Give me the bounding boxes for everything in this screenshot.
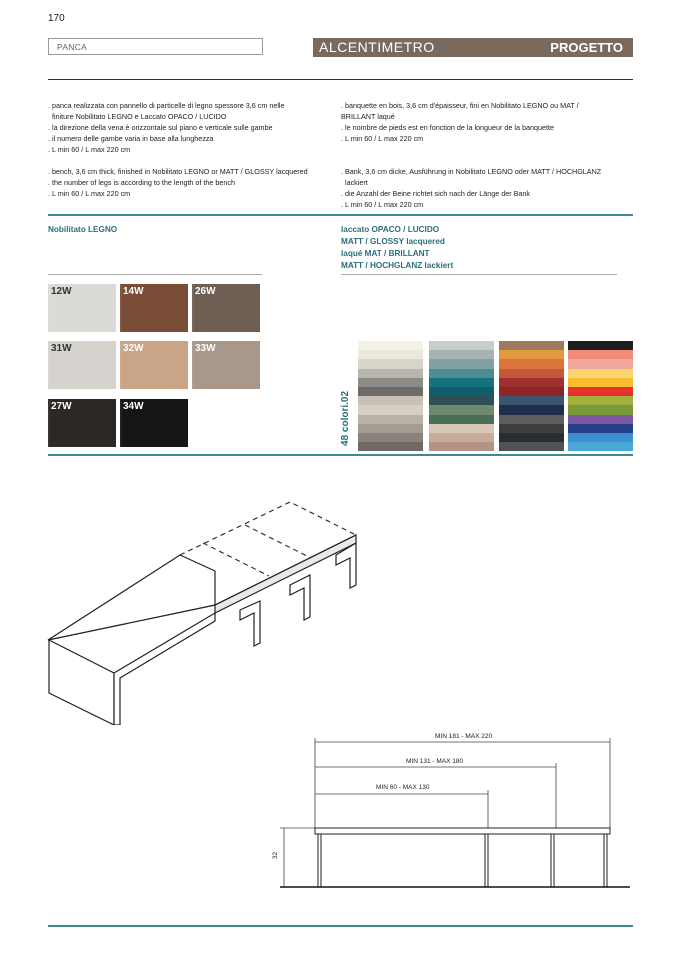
color-chip <box>358 359 423 368</box>
color-chip <box>499 396 564 405</box>
color-chip <box>568 369 633 378</box>
description-fr <box>341 100 631 144</box>
color-chip <box>358 424 423 433</box>
color-chip <box>568 350 633 359</box>
color-chip <box>358 415 423 424</box>
color-chip <box>429 341 494 350</box>
color-chip <box>568 405 633 414</box>
color-chip <box>568 341 633 350</box>
desc-fr-line: . le nombre de pieds est en fonction de la longueur de la banquette <box>341 123 554 132</box>
dimension-height: 32 <box>272 851 280 860</box>
desc-fr-line: . L min 60 / L max 220 cm <box>341 134 424 143</box>
color-chip <box>429 396 494 405</box>
swatch-code: 26W <box>195 286 216 297</box>
wood-swatch <box>48 284 116 332</box>
color-chip <box>429 442 494 451</box>
bench-dimension-drawing <box>270 730 640 895</box>
dimension-max-220: MIN 181 - MAX 220 <box>435 733 493 740</box>
wood-finish-heading: Nobilitato LEGNO <box>48 225 118 234</box>
color-chip <box>499 350 564 359</box>
description-it <box>48 100 328 155</box>
wood-swatch <box>48 341 116 389</box>
bottom-divider <box>48 925 633 927</box>
desc-it-line: . L min 60 / L max 220 cm <box>48 145 131 154</box>
lacquer-finish-heading <box>341 224 453 272</box>
bench-isometric-drawing <box>40 495 370 725</box>
color-chip <box>429 369 494 378</box>
color-chip <box>568 359 633 368</box>
color-chip <box>499 442 564 451</box>
finishes-divider <box>48 214 633 216</box>
color-chip <box>499 341 564 350</box>
color-chip <box>568 433 633 442</box>
desc-en-line: . the number of legs is according to the length of the bench <box>48 178 235 187</box>
color-chip <box>568 415 633 424</box>
colors-count-label: 48 colori.02 <box>340 390 351 446</box>
color-chip <box>568 396 633 405</box>
wood-swatch <box>120 399 188 447</box>
desc-en-line: . bench, 3,6 cm thick, finished in Nobilitato LEGNO or MATT / GLOSSY lacquered <box>48 167 308 176</box>
description-de <box>341 166 631 210</box>
wood-swatch <box>120 341 188 389</box>
color-chip <box>358 442 423 451</box>
swatch-code: 12W <box>51 286 72 297</box>
color-column <box>358 341 423 451</box>
wood-swatch <box>48 399 116 447</box>
swatch-code: 34W <box>123 401 144 412</box>
dimension-max-130: MIN 60 - MAX 130 <box>376 784 430 791</box>
color-chip <box>429 405 494 414</box>
color-chip <box>499 359 564 368</box>
category-label: PANCA <box>48 38 263 55</box>
color-chip <box>568 378 633 387</box>
color-chip <box>358 405 423 414</box>
lacquer-heading-line: MATT / HOCHGLANZ lackiert <box>341 261 454 270</box>
color-chip <box>499 405 564 414</box>
color-chip <box>429 415 494 424</box>
desc-it-line: . la direzione della vena è orizzontale sul piano e verticale sulle gambe <box>48 123 273 132</box>
swatch-code: 32W <box>123 343 144 354</box>
color-chip <box>429 359 494 368</box>
desc-fr-line: . banquette en bois, 3,6 cm d'épaisseur, fini en Nobilitato LEGNO ou MAT / <box>341 101 579 110</box>
color-chip <box>358 369 423 378</box>
swatch-code: 27W <box>51 401 72 412</box>
color-chip <box>499 378 564 387</box>
color-chip <box>429 350 494 359</box>
color-chip <box>568 424 633 433</box>
top-divider <box>48 79 633 80</box>
color-chip <box>358 433 423 442</box>
desc-fr-line: BRILLANT laqué <box>341 112 395 121</box>
wood-swatch <box>192 284 260 332</box>
color-chip <box>358 396 423 405</box>
dimension-max-180: MIN 131 - MAX 180 <box>406 758 464 765</box>
collection-tag: PROGETTO <box>550 40 623 55</box>
wood-swatch <box>120 284 188 332</box>
lacquer-divider <box>341 274 617 275</box>
color-chip <box>358 387 423 396</box>
color-chip <box>429 424 494 433</box>
lacquer-heading-line: laqué MAT / BRILLANT <box>341 249 430 258</box>
color-column <box>568 341 633 451</box>
diagram-divider <box>48 454 633 456</box>
desc-it-line: finiture Nobilitato LEGNO e Laccato OPACO / LUCIDO <box>48 112 227 121</box>
color-chip <box>429 433 494 442</box>
desc-de-line: . L min 60 / L max 220 cm <box>341 200 424 209</box>
color-chip <box>499 387 564 396</box>
color-chip <box>499 369 564 378</box>
color-chip <box>358 350 423 359</box>
color-column <box>499 341 564 451</box>
desc-it-line: . il numero delle gambe varia in base alla lunghezza <box>48 134 214 143</box>
wood-divider <box>48 274 262 275</box>
color-column <box>429 341 494 451</box>
desc-de-line: lackiert <box>341 178 368 187</box>
brand-name: ALCENTIMETRO <box>319 39 435 55</box>
description-en <box>48 166 333 199</box>
lacquer-heading-line: laccato OPACO / LUCIDO <box>341 225 440 234</box>
swatch-code: 14W <box>123 286 144 297</box>
desc-en-line: . L min 60 / L max 220 cm <box>48 189 131 198</box>
wood-swatch <box>192 341 260 389</box>
color-chip <box>429 387 494 396</box>
lacquer-heading-line: MATT / GLOSSY lacquered <box>341 237 445 246</box>
color-chip <box>499 433 564 442</box>
color-chip <box>358 378 423 387</box>
brand-header <box>313 38 633 57</box>
color-chip <box>499 424 564 433</box>
page-number: 170 <box>48 13 65 24</box>
color-chip <box>568 442 633 451</box>
swatch-code: 31W <box>51 343 72 354</box>
desc-de-line: . Bank, 3,6 cm dicke, Ausführung in Nobilitato LEGNO oder MATT / HOCHGLANZ <box>341 167 602 176</box>
color-chip <box>358 341 423 350</box>
color-chip <box>429 378 494 387</box>
desc-de-line: . die Anzahl der Beine richtet sich nach der Länge der Bank <box>341 189 530 198</box>
swatch-code: 33W <box>195 343 216 354</box>
desc-it-line: . panca realizzata con pannello di particelle di legno spessore 3,6 cm nelle <box>48 101 285 110</box>
color-chip <box>568 387 633 396</box>
color-chip <box>499 415 564 424</box>
